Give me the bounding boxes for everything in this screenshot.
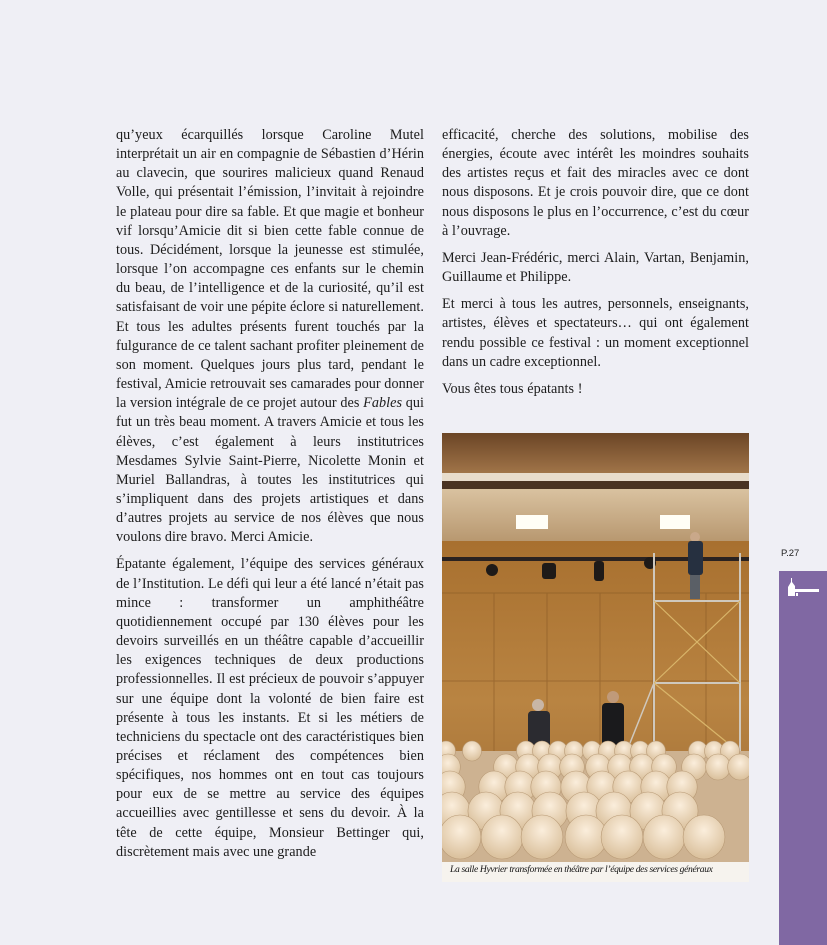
paragraph: [116, 126, 424, 547]
paragraph: efficacité, cherche des solutions, mobilise des énergies, écoute avec intérêt les moindres souhaits des artistes reçus et fait des miracles avec ce dont nous disposons. Et je crois pouvoir dire, que ce dont nous disposons le plus en l’occurrence, c’est du cœur à l’ouvrage.: [442, 127, 749, 239]
chair: [601, 815, 643, 859]
chair: [481, 815, 523, 859]
text-segment: qu’yeux écarquillés lorsque Caroline Mutel interprétait un air en compagnie de Sébastien d’Hérin au clavecin, que sourires malicieux quand Renaud Volle, qui présentait l’émission, l’invitait à rejoindre le plateau pour dire sa fable. Et que magie et bonheur vif lorsqu’Amicie dit si bien cette fable connue de tous. Décidément, lorsque la jeunesse est stimulée, lorsque l’on accompagne ces enfants sur le chemin du beau, de l’intelligence et de la curiosité, qu’il est satisfaisant de voir une pépite éclore si naturellement. Et tous les adultes présents furent touchés par la fulgurance de ce talent sachant profiter pleinement de son moment. Quelques jours plus tard, pendant le festival, Amicie retrouvait ses camarades pour donner la version intégrale de ce projet autour des: [116, 127, 424, 412]
italic-text-segment: Fables: [363, 395, 403, 412]
ceiling-beam: [442, 473, 749, 481]
chair: [728, 754, 749, 780]
institution-logo-icon: [785, 576, 821, 600]
left-text-column: [116, 126, 424, 870]
chair: [643, 815, 685, 859]
chair: [442, 815, 481, 859]
ceiling-light: [660, 515, 690, 529]
caption-box: [442, 862, 749, 882]
ceiling-panel: [442, 489, 749, 541]
chair: [463, 741, 482, 761]
ceiling-light: [516, 515, 548, 529]
chair: [565, 815, 607, 859]
paragraph: [116, 555, 424, 862]
paragraph: Merci Jean-Frédéric, merci Alain, Vartan, Benjamin, Guillaume et Philippe.: [442, 249, 749, 286]
chair: [683, 815, 725, 859]
theatre-photo: [442, 433, 749, 862]
photo-caption: La salle Hyvrier transformée en théâtre par l’équipe des services généraux: [450, 864, 713, 875]
text-segment: qui fut un très beau moment. A travers Amicie et tous les élèves, c’est également à leurs institutrices Mesdames Sylvie Saint-Pierre, Nicolette Monin et Muriel Ballandras, à toutes les institutrices qui s’impliquent dans des projets artistiques et dans d’autres projets au service de nos élèves que nous voulons dire bravo. Merci Amicie.: [116, 395, 424, 546]
text-segment: Épatante également, l’équipe des services généraux de l’Institution. Le défi qui leur a été lancé n’était pas mince : transformer un amphithéâtre quotidiennement occupé par 130 élèves pour les devoirs surveillés en un théâtre capable d’accueillir les exigences techniques de deux productions professionnelles. Il est précieux de pouvoir s’appuyer sur une équipe dont la volonté de bien faire est présente à tous les instants. Et si les métiers de techniciens du spectacle ont des caractéristiques bien précises et réclament des compétences bien spécifiques, nos hommes ont en tout cas toujours pour eux de se mettre au service des équipes accueillies avec gentillesse et sens du devoir. À la tête de cette équipe, Monsieur Bettinger qui, discrètement mais avec une grande: [116, 556, 424, 860]
right-text-column: [442, 126, 749, 407]
chair: [706, 754, 731, 780]
chair: [521, 815, 563, 859]
page-number: P.27: [781, 548, 800, 559]
photo-illustration: [442, 433, 749, 862]
ceiling-wood: [442, 433, 749, 473]
sidebar-accent-band: [779, 571, 827, 945]
paragraph: Et merci à tous les autres, personnels, enseignants, artistes, élèves et spectateurs… qui ont également rendu possible ce festival : un moment exceptionnel dans un cadre exceptionnel.: [442, 296, 749, 370]
paragraph: Vous êtes tous épatants !: [442, 380, 583, 397]
